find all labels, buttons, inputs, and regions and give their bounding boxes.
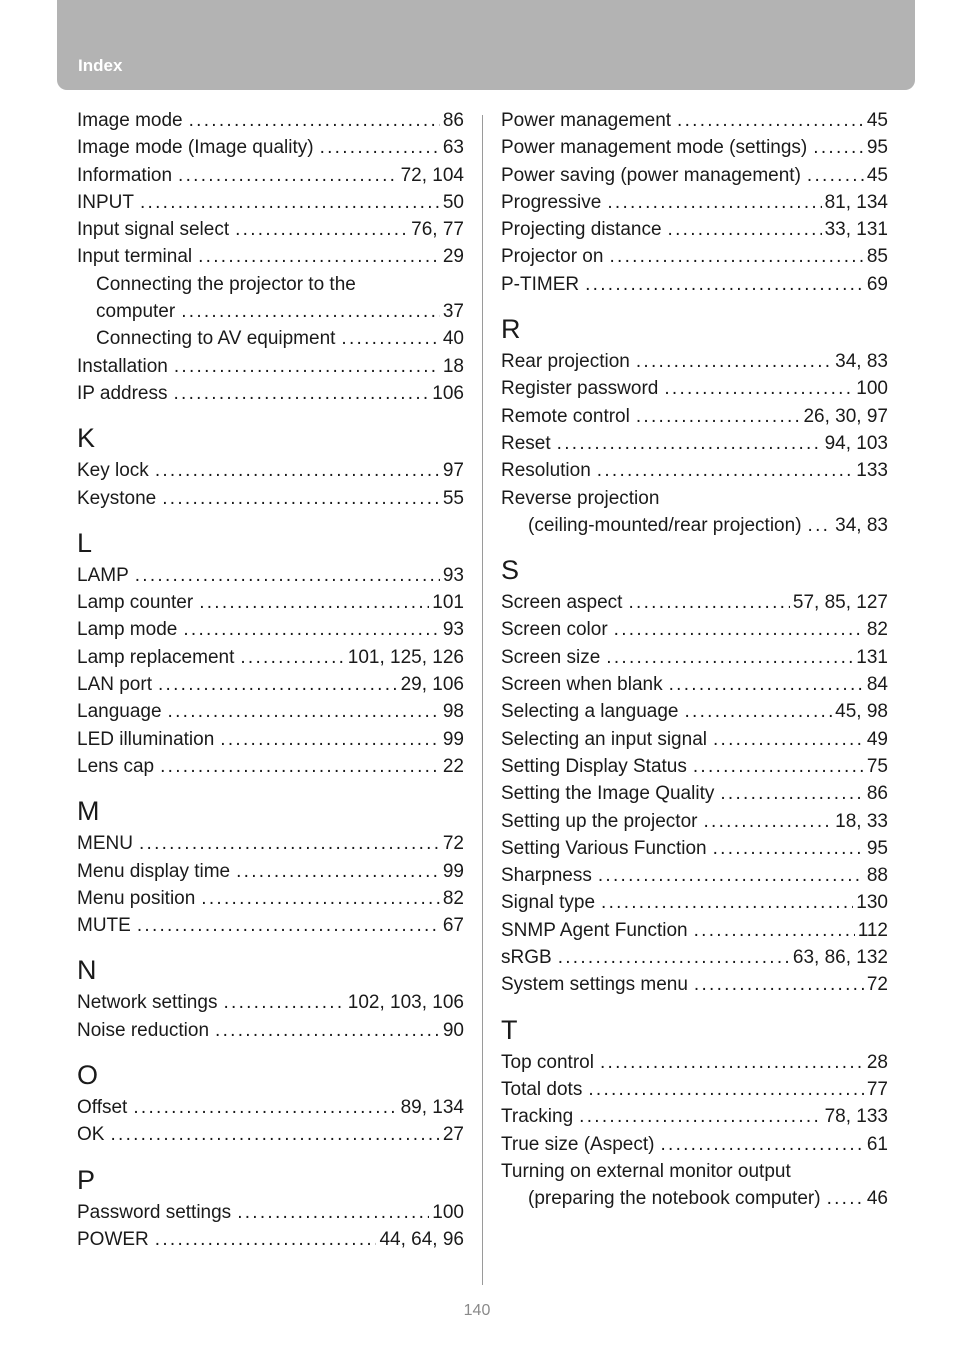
index-entry-term: LED illumination	[77, 728, 215, 750]
index-entry	[501, 348, 888, 375]
index-entry-pages: 106	[432, 382, 464, 404]
index-entry-pages: 76, 77	[411, 219, 464, 241]
index-entry	[77, 726, 464, 753]
index-entry	[77, 243, 464, 270]
dot-leader	[140, 189, 440, 216]
dot-leader	[668, 216, 822, 243]
index-letter-heading: N	[77, 955, 97, 986]
index-entry	[77, 562, 464, 589]
index-entry-term: Key lock	[77, 460, 149, 482]
index-entry	[501, 375, 888, 402]
index-entry	[501, 753, 888, 780]
index-entry	[501, 457, 888, 484]
index-entry	[77, 457, 464, 484]
index-entry-pages: 34, 83	[835, 514, 888, 536]
index-entry	[501, 917, 888, 944]
index-entry-term: Total dots	[501, 1078, 583, 1100]
index-entry-term: MENU	[77, 833, 133, 855]
index-entry-pages: 49	[866, 728, 888, 750]
dot-leader	[236, 858, 440, 885]
index-entry	[501, 1158, 888, 1185]
index-entry-pages: 45, 98	[835, 701, 888, 723]
index-entry	[501, 430, 888, 457]
index-entry-pages: 84	[866, 674, 888, 696]
index-entry	[77, 698, 464, 725]
index-entry-term: Installation	[77, 355, 168, 377]
index-entry-term: Lamp replacement	[77, 646, 235, 668]
index-entry-term: Offset	[77, 1097, 128, 1119]
dot-leader	[607, 189, 821, 216]
index-entry-term: Keystone	[77, 487, 157, 509]
index-entry	[501, 889, 888, 916]
index-entry-term: Image mode (Image quality)	[77, 137, 314, 159]
index-entry	[77, 1094, 464, 1121]
index-entry-pages: 72	[866, 974, 888, 996]
index-entry-term: Setting up the projector	[501, 810, 698, 832]
index-entry-term: (ceiling-mounted/rear projection)	[528, 514, 802, 536]
index-entry	[501, 780, 888, 807]
index-entry-term: Input signal select	[77, 219, 230, 241]
index-entry	[501, 1103, 888, 1130]
dot-leader	[677, 107, 864, 134]
index-entry-pages: 63, 86, 132	[792, 947, 888, 969]
index-entry	[501, 107, 888, 134]
index-entry	[501, 644, 888, 671]
index-entry-pages: 99	[442, 860, 464, 882]
index-entry-pages: 101	[432, 592, 464, 614]
index-entry	[501, 162, 888, 189]
dot-leader	[588, 1076, 864, 1103]
index-entry	[77, 216, 464, 243]
index-entry-term: Menu display time	[77, 860, 231, 882]
index-entry-pages: 100	[432, 1201, 464, 1223]
index-entry-term: Power management	[501, 110, 672, 131]
index-entry-pages: 82	[442, 887, 464, 909]
dot-leader	[628, 589, 789, 616]
index-entry-term: Connecting to AV equipment	[96, 328, 336, 350]
index-entry	[501, 134, 888, 161]
index-entry	[501, 243, 888, 270]
index-entry-pages: 85	[866, 246, 888, 268]
dot-leader	[155, 457, 440, 484]
index-entry-pages: 98	[442, 701, 464, 723]
index-entry-pages: 94, 103	[824, 432, 888, 454]
index-entry-pages: 78, 133	[824, 1106, 888, 1128]
dot-leader	[807, 162, 864, 189]
index-entry-term: Reverse projection	[501, 487, 660, 509]
index-entry	[501, 189, 888, 216]
index-entry-term: Progressive	[501, 191, 602, 213]
dot-leader	[198, 243, 440, 270]
dot-leader	[720, 780, 864, 807]
index-entry-pages: 75	[866, 755, 888, 777]
index-entry-term: Lamp counter	[77, 592, 194, 614]
index-entry	[77, 1226, 464, 1253]
index-entry-pages: 90	[442, 1019, 464, 1041]
index-entry-term: IP address	[77, 382, 168, 404]
index-entry-pages: 93	[442, 619, 464, 641]
index-letter-heading: T	[501, 1014, 518, 1045]
dot-leader	[137, 912, 440, 939]
index-entry-term: Password settings	[77, 1201, 232, 1223]
index-entry-pages: 99	[442, 728, 464, 750]
dot-leader	[598, 862, 864, 889]
index-entry-term: Information	[77, 164, 173, 186]
index-entry-pages: 112	[857, 919, 888, 941]
index-entry	[501, 216, 888, 243]
index-entry	[77, 616, 464, 643]
index-entry-term: Screen when blank	[501, 674, 663, 696]
index-entry-pages: 100	[856, 378, 888, 400]
index-entry-pages: 45	[866, 164, 888, 186]
index-entry	[501, 971, 888, 998]
dot-leader	[158, 671, 398, 698]
index-letter-heading: S	[501, 555, 520, 586]
dot-leader	[557, 430, 822, 457]
index-entry	[77, 189, 464, 216]
index-entry	[501, 403, 888, 430]
dot-leader	[240, 644, 344, 671]
dot-leader	[808, 512, 833, 539]
dot-leader	[215, 1017, 440, 1044]
index-column-right	[501, 107, 888, 1212]
dot-leader	[341, 325, 439, 352]
index-entry	[77, 107, 464, 134]
dot-leader	[168, 698, 440, 725]
index-entry-term: POWER	[77, 1228, 149, 1250]
page-number: 140	[463, 1302, 491, 1319]
index-entry-term: Connecting the projector to the	[96, 273, 356, 295]
index-entry-pages: 97	[442, 460, 464, 482]
index-entry	[77, 885, 464, 912]
index-entry	[77, 162, 464, 189]
index-entry-term: Resolution	[501, 460, 591, 482]
index-entry-term: Signal type	[501, 892, 596, 914]
dot-leader	[813, 134, 864, 161]
index-entry-pages: 34, 83	[835, 351, 888, 373]
index-entry	[77, 380, 464, 407]
index-entry-term: Noise reduction	[77, 1019, 210, 1041]
dot-leader	[694, 917, 855, 944]
index-entry-pages: 86	[442, 110, 464, 131]
dot-leader	[827, 1185, 864, 1212]
index-entry-term: LAN port	[77, 674, 152, 696]
dot-leader	[133, 1094, 397, 1121]
index-letter-heading: P	[77, 1164, 96, 1195]
dot-leader	[713, 835, 864, 862]
dot-leader	[660, 1131, 863, 1158]
index-entry-term: Lens cap	[77, 755, 155, 777]
dot-leader	[189, 107, 440, 134]
index-entry-term: True size (Aspect)	[501, 1133, 655, 1155]
index-entry	[501, 1076, 888, 1103]
dot-leader	[223, 989, 344, 1016]
index-entry	[501, 862, 888, 889]
dot-leader	[664, 375, 853, 402]
index-entry-term: Top control	[501, 1051, 594, 1073]
index-entry-pages: 27	[442, 1124, 464, 1146]
dot-leader	[183, 616, 440, 643]
dot-leader	[684, 698, 832, 725]
page-header	[57, 0, 915, 90]
dot-leader	[636, 403, 801, 430]
dot-leader	[669, 671, 864, 698]
index-entry	[501, 616, 888, 643]
index-entry-term: INPUT	[77, 191, 134, 213]
index-entry-pages: 101, 125, 126	[347, 646, 464, 668]
dot-leader	[178, 162, 398, 189]
index-entry-term: Rear projection	[501, 351, 630, 373]
dot-leader	[597, 457, 854, 484]
index-letter-heading: K	[77, 423, 96, 454]
dot-leader	[235, 216, 408, 243]
index-entry-pages: 22	[442, 755, 464, 777]
index-entry-pages: 29	[442, 246, 464, 268]
index-entry-term: Turning on external monitor output	[501, 1160, 791, 1182]
index-entry-pages: 95	[866, 837, 888, 859]
dot-leader	[609, 243, 863, 270]
dot-leader	[636, 348, 832, 375]
index-letter-heading: O	[77, 1060, 99, 1091]
index-entry-term: computer	[96, 301, 176, 323]
dot-leader	[160, 753, 440, 780]
dot-leader	[139, 830, 440, 857]
dot-leader	[585, 271, 864, 298]
dot-leader	[173, 380, 429, 407]
index-entry	[501, 512, 888, 539]
index-entry-term: Remote control	[501, 405, 630, 427]
index-entry-term: OK	[77, 1124, 105, 1146]
index-entry	[501, 808, 888, 835]
index-entry-term: Tracking	[501, 1106, 574, 1128]
index-entry-term: Screen size	[501, 646, 601, 668]
dot-leader	[600, 1049, 864, 1076]
index-entry	[501, 835, 888, 862]
index-entry-pages: 63	[442, 137, 464, 159]
index-entry-pages: 40	[442, 328, 464, 350]
index-entry	[77, 989, 464, 1016]
index-entry-term: Screen aspect	[501, 592, 623, 614]
index-entry	[77, 325, 464, 352]
index-entry-pages: 28	[866, 1051, 888, 1073]
index-entry	[501, 1049, 888, 1076]
index-entry	[501, 698, 888, 725]
index-entry	[77, 753, 464, 780]
index-entry	[77, 671, 464, 698]
index-entry	[501, 1131, 888, 1158]
dot-leader	[558, 944, 790, 971]
index-entry-term: Projecting distance	[501, 219, 662, 241]
index-entry-pages: 72	[442, 833, 464, 855]
dot-leader	[703, 808, 832, 835]
index-entry-pages: 102, 103, 106	[347, 992, 464, 1014]
index-entry-term: Power management mode (settings)	[501, 137, 808, 159]
index-entry-pages: 61	[866, 1133, 888, 1155]
index-entry-term: Setting Display Status	[501, 755, 687, 777]
dot-leader	[199, 589, 429, 616]
index-entry	[77, 1121, 464, 1148]
index-entry	[77, 298, 464, 325]
index-entry-pages: 29, 106	[400, 674, 464, 696]
index-entry-term: (preparing the notebook computer)	[528, 1188, 821, 1210]
index-entry-term: Network settings	[77, 992, 218, 1014]
dot-leader	[237, 1199, 429, 1226]
index-entry-pages: 89, 134	[400, 1097, 464, 1119]
index-entry-pages: 55	[442, 487, 464, 509]
index-entry-term: Projector on	[501, 246, 604, 268]
index-entry-pages: 33, 131	[824, 219, 888, 241]
dot-leader	[162, 485, 440, 512]
index-entry-pages: 46	[866, 1188, 888, 1210]
dot-leader	[614, 616, 864, 643]
index-entry	[501, 1185, 888, 1212]
index-entry-term: Setting Various Function	[501, 837, 707, 859]
index-entry	[501, 671, 888, 698]
index-entry	[501, 485, 888, 512]
index-entry-pages: 88	[866, 865, 888, 887]
index-entry-term: Power saving (power management)	[501, 164, 801, 186]
index-entry-pages: 50	[442, 191, 464, 213]
index-letter-heading: M	[77, 796, 100, 827]
index-entry-pages: 81, 134	[824, 191, 888, 213]
index-entry-term: MUTE	[77, 915, 131, 937]
index-entry	[501, 944, 888, 971]
dot-leader	[155, 1226, 377, 1253]
dot-leader	[694, 971, 864, 998]
index-entry	[77, 485, 464, 512]
index-entry	[77, 644, 464, 671]
index-entry-term: LAMP	[77, 564, 129, 586]
index-entry	[77, 1017, 464, 1044]
index-entry	[501, 589, 888, 616]
index-entry-term: P-TIMER	[501, 273, 580, 295]
index-entry-term: Menu position	[77, 887, 196, 909]
index-letter-heading: L	[77, 527, 93, 558]
index-entry-term: Setting the Image Quality	[501, 783, 715, 805]
dot-leader	[606, 644, 853, 671]
index-entry	[77, 589, 464, 616]
column-divider	[482, 115, 483, 1285]
index-entry	[77, 858, 464, 885]
dot-leader	[174, 353, 440, 380]
index-entry-pages: 130	[856, 892, 888, 914]
index-entry	[77, 353, 464, 380]
index-entry-pages: 72, 104	[400, 164, 464, 186]
index-entry-term: Screen color	[501, 619, 608, 641]
index-entry-term: System settings menu	[501, 974, 688, 996]
index-entry-term: Lamp mode	[77, 619, 178, 641]
index-entry	[77, 830, 464, 857]
dot-leader	[320, 134, 440, 161]
index-entry-pages: 86	[866, 783, 888, 805]
index-entry-pages: 131	[856, 646, 888, 668]
dot-leader	[693, 753, 864, 780]
index-entry-term: Selecting a language	[501, 701, 679, 723]
index-entry-pages: 18	[442, 355, 464, 377]
index-letter-heading: R	[501, 314, 521, 345]
index-entry-term: Sharpness	[501, 865, 592, 887]
index-entry-pages: 93	[442, 564, 464, 586]
index-entry-pages: 82	[866, 619, 888, 641]
index-column-left	[77, 107, 464, 1253]
index-entry-pages: 95	[866, 137, 888, 159]
index-entry-term: Language	[77, 701, 162, 723]
index-entry-pages: 44, 64, 96	[379, 1228, 464, 1250]
dot-leader	[220, 726, 440, 753]
index-entry-term: Input terminal	[77, 246, 193, 268]
index-entry-term: Reset	[501, 432, 551, 454]
dot-leader	[181, 298, 440, 325]
header-title: Index	[78, 56, 123, 75]
dot-leader	[135, 562, 440, 589]
index-entry-pages: 67	[442, 915, 464, 937]
index-entry	[77, 271, 464, 298]
index-entry-pages: 57, 85, 127	[792, 592, 888, 614]
index-entry-pages: 133	[856, 460, 888, 482]
dot-leader	[579, 1103, 821, 1130]
index-entry-term: Register password	[501, 378, 659, 400]
index-entry-pages: 37	[442, 301, 464, 323]
index-entry-pages: 77	[866, 1078, 888, 1100]
index-entry	[77, 1199, 464, 1226]
index-entry-pages: 26, 30, 97	[803, 405, 888, 427]
index-entry-pages: 18, 33	[835, 810, 888, 832]
index-entry	[77, 912, 464, 939]
index-entry	[501, 271, 888, 298]
index-entry-pages: 45	[866, 110, 888, 131]
index-entry-term: sRGB	[501, 947, 552, 969]
dot-leader	[201, 885, 440, 912]
dot-leader	[110, 1121, 439, 1148]
index-entry-term: Selecting an input signal	[501, 728, 707, 750]
index-entry	[77, 134, 464, 161]
dot-leader	[601, 889, 853, 916]
dot-leader	[713, 726, 864, 753]
index-entry	[501, 726, 888, 753]
index-entry-term: SNMP Agent Function	[501, 919, 688, 941]
index-entry-pages: 69	[866, 273, 888, 295]
index-entry-term: Image mode	[77, 110, 183, 131]
